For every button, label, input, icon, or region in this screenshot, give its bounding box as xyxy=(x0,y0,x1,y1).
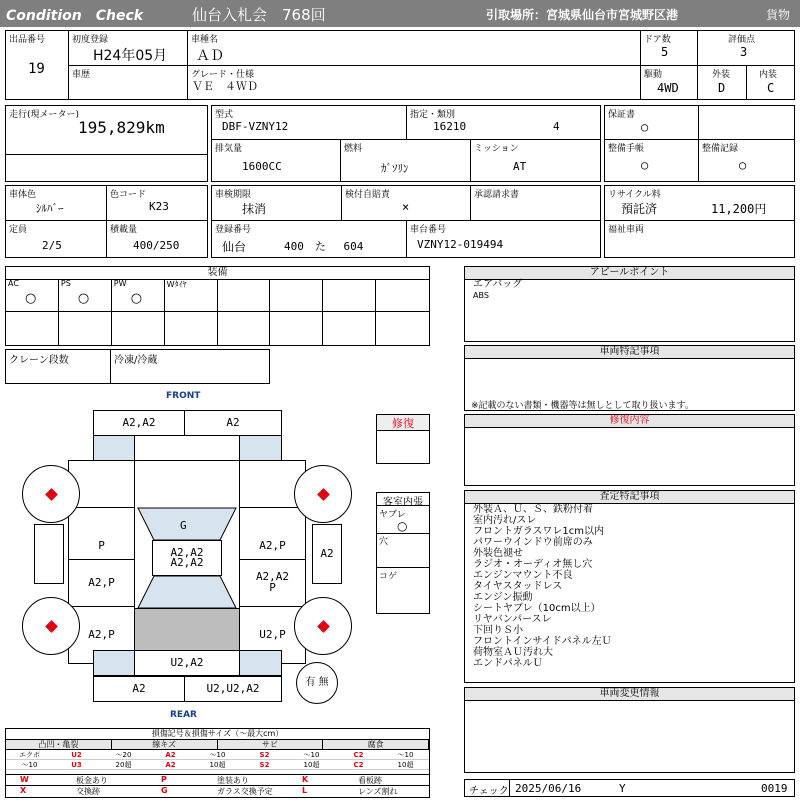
inspector-title: 査定特記事項 xyxy=(465,491,794,504)
legend-cell: ～10 xyxy=(382,750,429,760)
cabin-hole-label: 穴 xyxy=(379,537,389,547)
legend-cell: ～10 xyxy=(6,760,53,770)
car-diagram xyxy=(0,388,376,724)
equipment-cell xyxy=(112,279,165,312)
check-divider xyxy=(509,780,510,796)
appeal-title: アピールポイント xyxy=(465,267,794,280)
doors: 5 xyxy=(661,45,669,59)
check-label: チェック xyxy=(469,786,509,797)
legend-cell: A2 xyxy=(147,750,194,760)
doors-label: ドア数 xyxy=(644,35,671,45)
inspector-item: エンドパネルＵ xyxy=(473,658,543,669)
inspection-label: 車検期限 xyxy=(215,190,252,200)
legend-group: 線キズ xyxy=(112,740,218,750)
cabin-burn-label: コゲ xyxy=(379,572,398,582)
record-label: 整備記録 xyxy=(702,144,739,154)
special-note: ※記載のない書類・機器等は無しとして取り扱います。 xyxy=(471,401,694,411)
drive: 4WD xyxy=(657,81,679,95)
legend-code-key: K xyxy=(302,775,309,784)
inspector-item: シートヤブレ（10cm以上） xyxy=(473,603,601,614)
model-name: ＡＤ xyxy=(196,48,224,64)
equipment-panel xyxy=(5,266,430,346)
header-bar xyxy=(0,0,800,27)
manual-mark: ○ xyxy=(641,158,649,172)
rear-right-damage: U2,U2,A2 xyxy=(206,682,260,695)
front-bumper-left xyxy=(93,410,185,436)
displacement: 1600CC xyxy=(242,160,282,173)
history-label: 車歴 xyxy=(72,70,91,80)
recycle-box xyxy=(604,185,795,221)
plate-city: 仙台 xyxy=(222,240,247,254)
ext-label: 外装 xyxy=(712,70,731,80)
mileage-label: 走行(現メーター) xyxy=(9,110,80,120)
legend-title: 損傷記号＆損傷サイズ（～最大cm） xyxy=(6,729,429,740)
equipment-cell xyxy=(165,312,218,345)
door-rear-left-upper xyxy=(68,559,135,607)
legend-cell: 20超 xyxy=(100,760,147,770)
legend-code-key: L xyxy=(302,786,308,795)
displacement-label: 排気量 xyxy=(215,144,243,154)
legend-group: 凸凹・亀裂 xyxy=(6,740,112,750)
fender-left-damage: P xyxy=(98,539,105,552)
warranty-box-2 xyxy=(698,105,795,140)
recycle-fee: 11,200円 xyxy=(711,202,767,216)
equipment-label: Wﾀｲﾔ xyxy=(166,280,187,289)
legend xyxy=(5,728,430,798)
cabin-divider-2 xyxy=(377,567,429,568)
hood-panel xyxy=(138,508,236,540)
taillight-left xyxy=(93,650,135,676)
recycle-label: リサイクル料 xyxy=(608,190,661,200)
first-reg-box xyxy=(68,30,188,66)
chassis-box xyxy=(406,220,601,258)
equipment-cell xyxy=(165,279,218,312)
cabin-title: 客室内張 xyxy=(377,493,429,506)
hood-label: G xyxy=(180,519,187,532)
legend-code-key: W xyxy=(20,775,29,784)
check-bar xyxy=(464,779,795,797)
score-box xyxy=(697,30,795,66)
warranty-box xyxy=(604,105,699,140)
headlight-right xyxy=(239,435,282,461)
appeal-panel xyxy=(464,266,795,342)
first-reg-label: 初度登録 xyxy=(72,35,109,45)
repair-mark-label: 修復 xyxy=(377,415,429,431)
fuel-box xyxy=(340,139,471,182)
chassis-label: 車台番号 xyxy=(410,225,447,235)
designation-box xyxy=(406,105,601,140)
roof-damage: A2,A2 A2,A2 xyxy=(170,546,204,569)
legend-code xyxy=(6,774,147,785)
inspector-list xyxy=(473,504,612,669)
equipment-cell xyxy=(59,279,112,312)
repair-panel xyxy=(464,414,795,486)
door-front-right xyxy=(239,559,306,607)
cabin-tear-label: ヤブレ xyxy=(379,510,406,520)
tire-fr-marker xyxy=(317,488,330,501)
auction-title: 仙台入札会 768回 xyxy=(192,6,326,24)
color-label: 車体色 xyxy=(9,190,37,200)
legend-cell: エクボ xyxy=(6,750,53,760)
int-label: 内装 xyxy=(759,70,778,80)
inspector-item: フロントガラスワレ1cm以内 xyxy=(473,526,605,537)
mileage: 195,829km xyxy=(78,118,165,137)
inspection-box xyxy=(211,185,342,221)
score-label: 評価点 xyxy=(728,35,756,45)
legend-code xyxy=(288,785,429,796)
manual-label: 整備手帳 xyxy=(608,144,645,154)
model-type: DBF-VZNY12 xyxy=(222,120,289,133)
manual-box xyxy=(604,139,699,182)
class-number: 4 xyxy=(553,120,560,133)
legend-cell: ～20 xyxy=(100,750,147,760)
legend-code-key: G xyxy=(161,786,168,795)
int-box xyxy=(746,65,795,100)
load-box xyxy=(106,220,208,258)
equipment-cell xyxy=(376,279,429,312)
legend-code-value: 看板跡 xyxy=(358,776,382,785)
brand-title: Condition Check xyxy=(6,8,144,24)
legend-code-value: 塗装あり xyxy=(217,776,249,785)
history-box xyxy=(68,65,188,100)
change-title: 車両変更情報 xyxy=(465,688,794,701)
inspector-item: 荷物室ＡＵ汚れ大 xyxy=(473,647,553,658)
tire-fl-marker xyxy=(45,488,58,501)
cabin-tear-mark: ○ xyxy=(397,519,408,533)
tire-front-right xyxy=(294,465,352,523)
rear-bumper-right xyxy=(184,676,282,702)
equipment-grid xyxy=(6,279,429,345)
grade: ＶＥ ４ＷＤ xyxy=(192,80,258,93)
mileage-box xyxy=(5,105,208,155)
equipment-mark: ○ xyxy=(130,291,143,306)
color-code-label: 色コード xyxy=(110,190,147,200)
first-reg: H24年05月 xyxy=(93,48,168,64)
tire-rl-marker xyxy=(45,620,58,633)
change-panel xyxy=(464,687,795,773)
crane-box xyxy=(5,349,111,384)
inspector-item: フロントインサイドパネル左Ｕ xyxy=(473,636,612,647)
legend-code xyxy=(6,785,147,796)
equipment-cell xyxy=(218,279,271,312)
equipment-label: PS xyxy=(60,279,71,288)
int-grade: C xyxy=(767,81,775,95)
legend-code xyxy=(147,785,288,796)
spare-label: 有 無 xyxy=(305,677,329,688)
tire-rear-left xyxy=(22,597,80,655)
equipment-label: PW xyxy=(113,279,127,288)
load-label: 積載量 xyxy=(110,225,138,235)
legend-cell: S2 xyxy=(241,760,288,770)
legend-rows xyxy=(6,750,429,770)
legend-code-key: P xyxy=(161,775,167,784)
roof xyxy=(152,540,222,576)
check-code: Y xyxy=(619,782,626,795)
grade-label: グレード・仕様 xyxy=(191,70,255,80)
approval-label: 承認請求書 xyxy=(474,190,520,200)
approval-box xyxy=(470,185,601,221)
inspector-item: 下回りＳ小 xyxy=(473,625,523,636)
type-box xyxy=(211,105,407,140)
cabin-panel xyxy=(376,492,430,614)
welfare-label: 福祉車両 xyxy=(608,225,645,235)
legend-cell: C2 xyxy=(335,750,382,760)
equipment-cell xyxy=(6,312,59,345)
legend-code-value: 板金あり xyxy=(76,776,108,785)
body-color: ｼﾙﾊﾞｰ xyxy=(36,202,64,215)
score: 3 xyxy=(740,45,748,59)
inspector-item: 外装色褪せ xyxy=(473,548,523,559)
category: 貨物 xyxy=(766,8,791,22)
drive-label: 駆動 xyxy=(644,70,663,80)
legend-code-value: レンズ割れ xyxy=(358,787,398,796)
inspector-item: エンジンマウント不良 xyxy=(473,570,573,581)
insurance-box xyxy=(341,185,471,221)
legend-code-key: X xyxy=(20,786,27,795)
tire-rr-marker xyxy=(317,620,330,633)
recycle-status: 預託済 xyxy=(621,202,658,216)
plate-number: 400 た 604 xyxy=(284,240,364,253)
load: 400/250 xyxy=(133,239,180,252)
front-right-damage: A2 xyxy=(226,416,240,429)
door-left-damage: A2,P xyxy=(88,576,115,589)
drive-box xyxy=(640,65,698,100)
inspector-item: タイヤスタッドレス xyxy=(473,581,563,592)
door-rear-right-damage: U2,P xyxy=(259,628,286,641)
capacity: 2/5 xyxy=(42,239,62,252)
repair-mark-box xyxy=(376,414,430,464)
capacity-label: 定員 xyxy=(9,225,28,235)
equipment-mark: ○ xyxy=(25,291,37,306)
side-right-damage: A2 xyxy=(320,547,334,560)
side-panel-left xyxy=(34,524,64,584)
fuel: ｶﾞｿﾘﾝ xyxy=(381,162,409,175)
appeal-item: エアバッグ xyxy=(473,279,523,290)
legend-groups xyxy=(6,740,429,750)
mileage-lower xyxy=(5,154,208,182)
equipment-cell xyxy=(6,279,59,312)
color-code: K23 xyxy=(149,200,169,213)
door-right-damage: A2,A2 P xyxy=(255,570,290,594)
legend-group: サビ xyxy=(218,740,324,750)
warranty-mark: ○ xyxy=(641,120,649,134)
chassis: VZNY12-019494 xyxy=(417,238,504,251)
rear-label: REAR xyxy=(170,710,197,720)
appeal-list xyxy=(473,279,522,301)
rear-left-damage: A2 xyxy=(132,682,146,695)
freezer-label: 冷凍/冷蔵 xyxy=(114,355,158,366)
legend-cell: 10超 xyxy=(382,760,429,770)
inspector-item: リヤバンパースレ xyxy=(473,614,552,625)
legend-group: 腐食 xyxy=(323,740,429,750)
inspector-panel xyxy=(464,490,795,683)
freezer-box xyxy=(110,349,270,384)
mission: AT xyxy=(513,160,527,173)
designation: 16210 xyxy=(433,120,467,133)
color-box xyxy=(5,185,107,221)
tire-front-left xyxy=(22,465,80,523)
pickup-location: 引取場所：宮城県仙台市宮城野区港 xyxy=(486,8,679,22)
special-title: 車両特記事項 xyxy=(465,346,794,359)
equipment-cell xyxy=(218,312,271,345)
lot-box xyxy=(5,30,69,100)
legend-cell: C2 xyxy=(335,760,382,770)
ext-grade: D xyxy=(718,81,726,95)
inspector-item: エンジン振動 xyxy=(473,592,533,603)
check-date: 2025/06/16 xyxy=(515,782,582,795)
model-label: 車種名 xyxy=(191,35,219,45)
legend-cell: ～10 xyxy=(288,750,335,760)
model-box xyxy=(187,30,641,66)
front-bumper-right xyxy=(184,410,282,436)
record-box xyxy=(698,139,795,182)
legend-cell: 10超 xyxy=(194,760,241,770)
type-label: 型式 xyxy=(215,110,234,120)
special-panel xyxy=(464,345,795,411)
legend-cell: U2 xyxy=(53,750,100,760)
equipment-title: 装備 xyxy=(6,267,429,280)
mission-label: ミッション xyxy=(474,144,519,154)
appeal-item: ABS xyxy=(473,291,489,300)
ext-box xyxy=(697,65,747,100)
legend-code xyxy=(147,774,288,785)
equipment-cell xyxy=(59,312,112,345)
plate-label: 登録番号 xyxy=(215,225,252,235)
inspector-item: パワーウインドウ前席のみ xyxy=(473,537,593,548)
grade-box xyxy=(187,65,641,100)
legend-code xyxy=(288,774,429,785)
legend-code-value: ガラス交換予定 xyxy=(217,787,273,796)
legend-codes xyxy=(6,774,429,797)
insurance: × xyxy=(402,200,410,214)
mission-box xyxy=(470,139,601,182)
inspection: 抹消 xyxy=(242,202,267,216)
insurance-label: 検付自賠責 xyxy=(345,190,391,200)
front-left-damage: A2,A2 xyxy=(122,416,156,429)
equipment-cell xyxy=(270,312,323,345)
record-mark: ○ xyxy=(739,158,747,172)
spare-tire xyxy=(296,662,338,704)
legend-cell: ～10 xyxy=(194,750,241,760)
warranty-label: 保証書 xyxy=(608,110,636,120)
color-code-box xyxy=(106,185,208,221)
displacement-box xyxy=(211,139,341,182)
windshield-panel xyxy=(138,576,236,608)
grille xyxy=(134,435,240,461)
tailgate-damage: U2,A2 xyxy=(170,656,204,669)
welfare-box xyxy=(604,220,795,258)
plate-box xyxy=(211,220,407,258)
legend-cell: 10超 xyxy=(288,760,335,770)
legend-cell: U3 xyxy=(53,760,100,770)
equipment-cell xyxy=(376,312,429,345)
tire-rear-right xyxy=(294,597,352,655)
lot-number: 19 xyxy=(28,61,45,77)
repair-title: 修復内容 xyxy=(465,415,794,428)
equipment-cell xyxy=(270,279,323,312)
equipment-label: AC xyxy=(8,279,19,288)
crane-label: クレーン段数 xyxy=(9,355,69,366)
check-number: 0019 xyxy=(761,782,788,795)
designation-label: 指定・類別 xyxy=(410,110,456,120)
legend-cell: S2 xyxy=(241,750,288,760)
lot-label: 出品番号 xyxy=(9,35,46,45)
equipment-cell xyxy=(323,279,376,312)
equipment-cell xyxy=(323,312,376,345)
tailgate xyxy=(134,650,240,676)
fender-right-damage: A2,P xyxy=(259,539,286,552)
rear-bumper-left xyxy=(93,676,185,702)
headlight-left xyxy=(93,435,135,461)
inspector-item: ラジオ・オーディオ無し穴 xyxy=(473,559,593,570)
front-label: FRONT xyxy=(166,391,201,401)
doors-box xyxy=(640,30,698,66)
equipment-cell xyxy=(112,312,165,345)
capacity-box xyxy=(5,220,107,258)
side-panel-right xyxy=(312,524,342,584)
equipment-mark: ○ xyxy=(77,291,90,306)
legend-code-value: 交換跡 xyxy=(76,787,100,796)
taillight-right xyxy=(239,650,282,676)
inspector-item: 室内汚れ/スレ xyxy=(473,515,537,526)
door-rear-left-damage: A2,P xyxy=(88,628,115,641)
fuel-label: 燃料 xyxy=(344,144,363,154)
inspector-item: 外装Ａ、Ｕ、Ｓ、鉄粉付着 xyxy=(473,504,593,515)
legend-cell: A2 xyxy=(147,760,194,770)
